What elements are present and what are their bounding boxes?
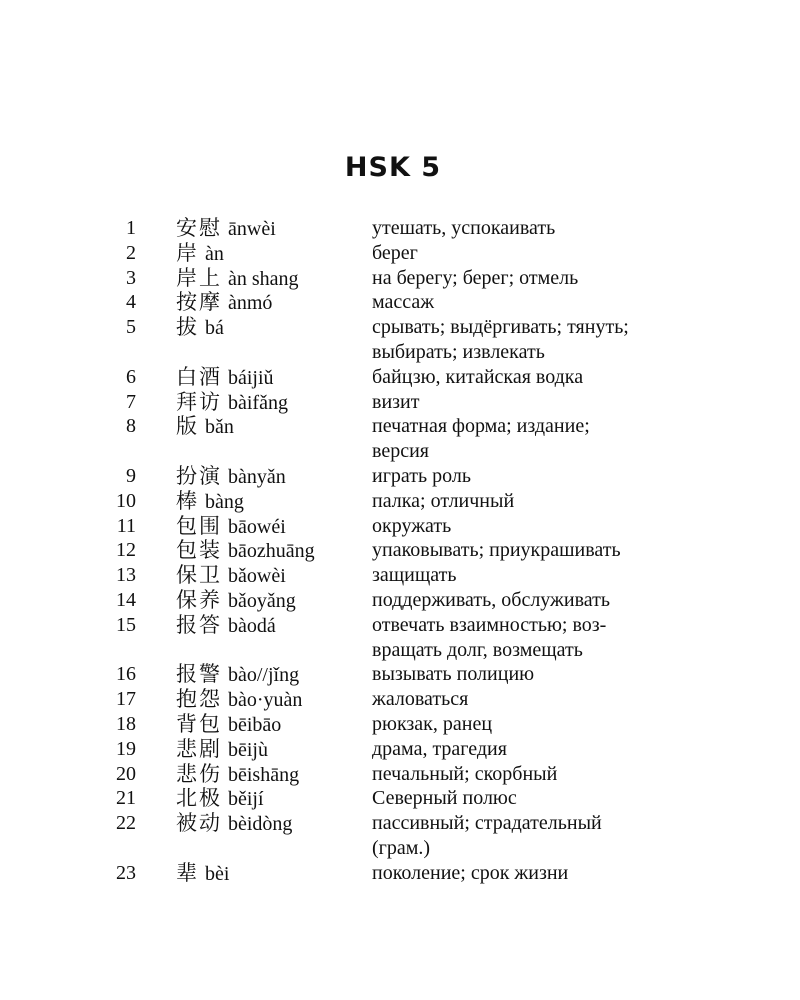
- entry-word: [176, 514, 286, 540]
- entry-word: [176, 414, 234, 440]
- entry-word: [176, 290, 272, 316]
- entry-pinyin: běijí: [228, 788, 264, 811]
- entry-meaning-line: играть роль: [372, 464, 471, 487]
- entry-pinyin: bēibāo: [228, 713, 282, 736]
- entry-pinyin: bāowéi: [228, 515, 286, 538]
- entry-word: [176, 315, 224, 341]
- entry-word: [176, 563, 286, 589]
- entry-meaning: [372, 414, 672, 464]
- entry-hanzi: 保卫: [176, 563, 222, 588]
- entry-meaning-line: Северный полюс: [372, 787, 517, 810]
- page-title: HSK 5: [344, 152, 442, 183]
- entry-meaning-line: упаковывать; приукрашивать: [372, 539, 621, 562]
- entry-word: [176, 538, 315, 564]
- entry-word: [176, 786, 264, 812]
- entry-word: [176, 489, 244, 515]
- entry-meaning-line: рюкзак, ранец: [372, 712, 493, 735]
- entry-hanzi: 保养: [176, 587, 222, 612]
- entry-meaning: [372, 538, 672, 563]
- vocab-entry: [0, 489, 800, 514]
- entry-pinyin: bào·yuàn: [228, 689, 303, 712]
- entry-meaning-line: палка; отличный: [372, 489, 515, 512]
- entry-number: 7: [126, 390, 136, 413]
- entry-meaning: [372, 563, 672, 588]
- entry-meaning-line: печатная форма; издание;: [372, 415, 590, 438]
- entry-word: [176, 613, 276, 639]
- vocab-entry: [0, 737, 800, 762]
- entry-pinyin: bànyǎn: [228, 465, 286, 488]
- entry-meaning-line: защищать: [372, 564, 457, 587]
- vocab-entry: [0, 514, 800, 539]
- entry-hanzi: 悲伤: [176, 761, 222, 786]
- entry-number: 15: [116, 613, 136, 636]
- entry-word: [176, 266, 299, 292]
- entry-meaning: [372, 811, 672, 861]
- entry-meaning: [372, 737, 672, 762]
- entry-hanzi: 岸上: [176, 265, 222, 290]
- entry-meaning-line: на берегу; берег; отмель: [372, 266, 579, 289]
- entry-meaning-line: выбирать; извлекать: [372, 340, 545, 363]
- entry-hanzi: 白酒: [176, 364, 222, 389]
- entry-number: 14: [116, 588, 136, 611]
- entry-meaning: [372, 762, 672, 787]
- entry-meaning: [372, 315, 672, 365]
- entry-number: 5: [126, 316, 136, 339]
- entry-number: 1: [126, 217, 136, 239]
- entry-word: [176, 662, 299, 688]
- entry-word: [176, 811, 292, 837]
- entry-number: 13: [116, 564, 136, 587]
- entry-pinyin: bàifǎng: [228, 391, 288, 414]
- entry-hanzi: 被动: [176, 811, 222, 836]
- vocab-entry: [0, 241, 800, 266]
- vocabulary-list: [0, 216, 800, 886]
- entry-meaning: [372, 290, 672, 315]
- entry-number: 3: [126, 266, 136, 289]
- vocab-entry: [0, 390, 800, 415]
- entry-pinyin: bèi: [205, 862, 230, 885]
- entry-hanzi: 拜访: [176, 389, 222, 414]
- entry-meaning-line: жаловаться: [372, 688, 469, 711]
- entry-meaning-line: версия: [372, 440, 429, 463]
- entry-meaning-line: вызывать полицию: [372, 663, 535, 686]
- entry-meaning: [372, 613, 672, 663]
- entry-meaning-line: (грам.): [372, 836, 431, 859]
- entry-word: [176, 861, 229, 887]
- entry-word: [176, 737, 268, 763]
- vocab-entry: [0, 290, 800, 315]
- entry-word: [176, 365, 274, 391]
- entry-number: 21: [116, 787, 136, 810]
- entry-hanzi: 版: [176, 414, 199, 439]
- entry-hanzi: 背包: [176, 711, 222, 736]
- entry-pinyin: bāozhuāng: [228, 540, 315, 563]
- entry-meaning: [372, 266, 672, 291]
- entry-number: 10: [116, 489, 136, 512]
- entry-meaning: [372, 588, 672, 613]
- entry-hanzi: 棒: [176, 488, 199, 513]
- entry-hanzi: 报警: [176, 662, 222, 687]
- vocab-entry: [0, 315, 800, 365]
- entry-meaning: [372, 662, 672, 687]
- entry-word: [176, 464, 286, 490]
- entry-number: 12: [116, 539, 136, 562]
- entry-pinyin: ànmó: [228, 292, 273, 315]
- entry-meaning-line: окружать: [372, 514, 452, 537]
- entry-meaning: [372, 390, 672, 415]
- entry-meaning-line: вращать долг, возмещать: [372, 638, 583, 661]
- entry-meaning-line: отвечать взаимностью; воз-: [372, 613, 607, 636]
- entry-number: 6: [126, 365, 136, 388]
- vocab-entry: [0, 861, 800, 886]
- entry-meaning-line: массаж: [372, 291, 435, 314]
- vocab-entry: [0, 563, 800, 588]
- entry-number: 9: [126, 464, 136, 487]
- vocab-entry: [0, 712, 800, 737]
- entry-number: 17: [116, 688, 136, 711]
- vocab-entry: [0, 266, 800, 291]
- entry-number: 16: [116, 663, 136, 686]
- entry-meaning: [372, 712, 672, 737]
- entry-meaning-line: срывать; выдёргивать; тянуть;: [372, 316, 629, 339]
- entry-pinyin: báijiǔ: [228, 366, 274, 389]
- entry-pinyin: àn: [205, 242, 224, 265]
- entry-meaning: [372, 464, 672, 489]
- entry-meaning-line: байцзю, китайская водка: [372, 365, 584, 388]
- entry-meaning: [372, 786, 672, 811]
- vocab-entry: [0, 414, 800, 464]
- entry-word: [176, 216, 276, 242]
- vocab-entry: [0, 687, 800, 712]
- entry-number: 4: [126, 291, 136, 314]
- entry-number: 20: [116, 762, 136, 785]
- entry-word: [176, 712, 281, 738]
- entry-hanzi: 辈: [176, 860, 199, 885]
- entry-pinyin: bèidòng: [228, 813, 293, 836]
- vocab-entry: [0, 762, 800, 787]
- entry-meaning-line: поколение; срок жизни: [372, 861, 569, 884]
- vocab-entry: [0, 662, 800, 687]
- entry-pinyin: bàng: [205, 490, 244, 513]
- entry-hanzi: 按摩: [176, 290, 222, 315]
- entry-pinyin: ānwèi: [228, 218, 276, 240]
- entry-hanzi: 拔: [176, 315, 199, 340]
- entry-meaning-line: визит: [372, 390, 420, 413]
- entry-meaning-line: поддерживать, обслуживать: [372, 588, 610, 611]
- entry-pinyin: bào//jǐng: [228, 664, 300, 687]
- entry-hanzi: 报答: [176, 612, 222, 637]
- vocab-entry: [0, 464, 800, 489]
- entry-pinyin: bǎoyǎng: [228, 589, 296, 612]
- vocab-entry: [0, 365, 800, 390]
- vocab-entry: [0, 588, 800, 613]
- entry-word: [176, 588, 296, 614]
- entry-meaning-line: пассивный; страдательный: [372, 812, 602, 835]
- entry-number: 11: [116, 514, 136, 537]
- entry-pinyin: bēishāng: [228, 763, 300, 786]
- entry-number: 22: [116, 812, 136, 835]
- entry-pinyin: àn shang: [228, 267, 299, 290]
- vocab-entry: [0, 538, 800, 563]
- entry-meaning-line: печальный; скорбный: [372, 762, 558, 785]
- vocab-entry: [0, 216, 800, 241]
- entry-hanzi: 岸: [176, 240, 199, 265]
- entry-pinyin: bēijù: [228, 738, 268, 761]
- entry-meaning: [372, 687, 672, 712]
- entry-hanzi: 悲剧: [176, 736, 222, 761]
- entry-number: 19: [116, 737, 136, 760]
- entry-hanzi: 安慰: [176, 216, 222, 240]
- vocab-entry: [0, 613, 800, 663]
- entry-meaning-line: утешать, успокаивать: [372, 217, 556, 239]
- entry-meaning: [372, 514, 672, 539]
- entry-word: [176, 390, 288, 416]
- entry-meaning: [372, 241, 672, 266]
- entry-pinyin: bàodá: [228, 614, 276, 637]
- entry-number: 2: [126, 241, 136, 264]
- entry-word: [176, 241, 224, 267]
- entry-hanzi: 抱怨: [176, 687, 222, 712]
- entry-number: 18: [116, 712, 136, 735]
- entry-pinyin: bǎowèi: [228, 565, 286, 588]
- entry-meaning: [372, 861, 672, 886]
- entry-number: 8: [126, 415, 136, 438]
- entry-meaning-line: драма, трагедия: [372, 737, 507, 760]
- entry-meaning: [372, 365, 672, 390]
- entry-hanzi: 北极: [176, 786, 222, 811]
- entry-word: [176, 762, 299, 788]
- entry-hanzi: 包装: [176, 538, 222, 563]
- vocab-entry: [0, 811, 800, 861]
- entry-meaning-line: берег: [372, 241, 418, 264]
- entry-hanzi: 扮演: [176, 463, 222, 488]
- entry-meaning: [372, 216, 672, 241]
- entry-pinyin: bá: [205, 317, 224, 340]
- entry-number: 23: [116, 861, 136, 884]
- entry-meaning: [372, 489, 672, 514]
- entry-pinyin: bǎn: [205, 416, 234, 439]
- entry-hanzi: 包围: [176, 513, 222, 538]
- vocab-entry: [0, 786, 800, 811]
- entry-word: [176, 687, 302, 713]
